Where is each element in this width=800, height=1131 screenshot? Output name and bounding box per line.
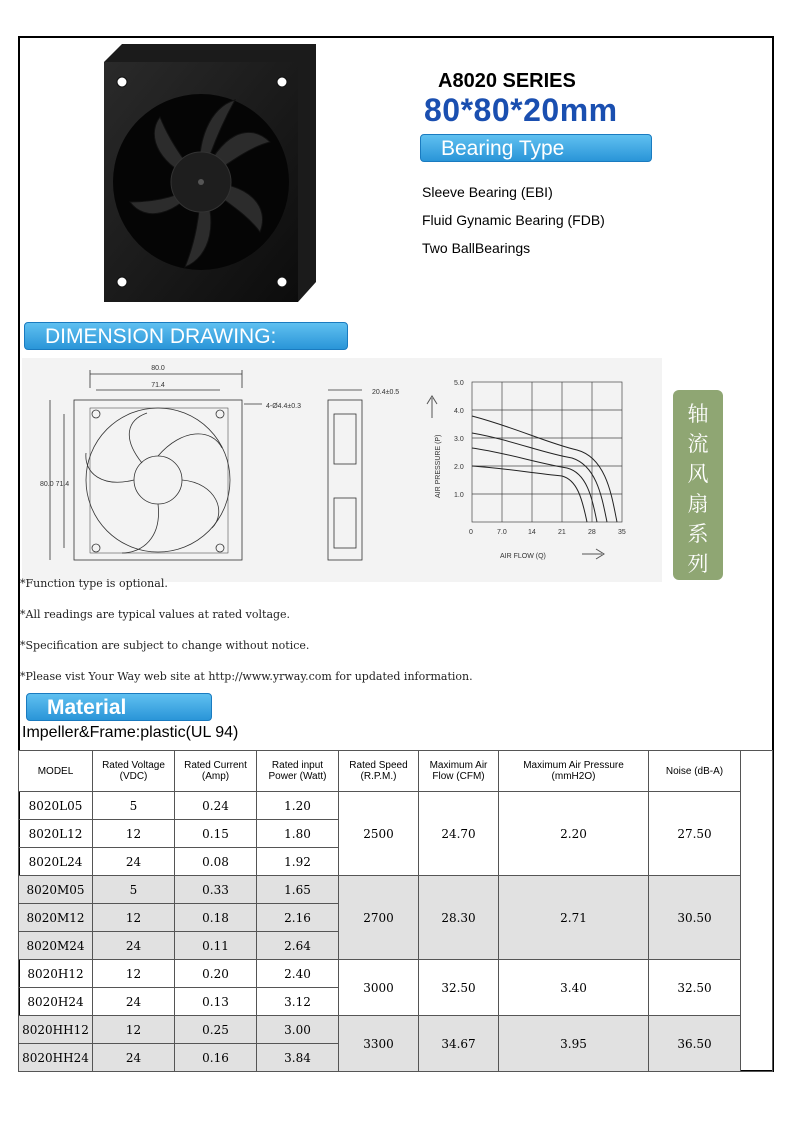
curve-xtick: 28 — [588, 529, 596, 536]
header-cell: Rated Speed (R.P.M.) — [339, 751, 419, 792]
chinese-series-tag — [673, 390, 723, 580]
pressure-cell: 3.40 — [499, 960, 649, 1016]
voltage-cell: 24 — [93, 1044, 175, 1072]
power-cell: 1.20 — [257, 792, 339, 820]
current-cell: 0.16 — [175, 1044, 257, 1072]
curve-ytick: 4.0 — [454, 408, 464, 415]
curve-xtick: 0 — [469, 529, 473, 536]
airflow-cell: 24.70 — [419, 792, 499, 876]
model-cell: 8020H12 — [19, 960, 93, 988]
current-cell: 0.18 — [175, 904, 257, 932]
power-cell: 3.12 — [257, 988, 339, 1016]
noise-cell: 36.50 — [649, 1016, 741, 1072]
header-cell: Rated Current (Amp) — [175, 751, 257, 792]
current-cell: 0.20 — [175, 960, 257, 988]
noise-cell: 27.50 — [649, 792, 741, 876]
model-cell: 8020M24 — [19, 932, 93, 960]
model-cell: 8020H24 — [19, 988, 93, 1016]
cn-char: 系 — [687, 523, 709, 546]
note-line: *All readings are typical values at rated voltage. — [20, 608, 291, 621]
curve-xtick: 21 — [558, 529, 566, 536]
airflow-cell: 34.67 — [419, 1016, 499, 1072]
cn-char: 轴 — [687, 403, 709, 426]
curve-ytick: 2.0 — [454, 464, 464, 471]
header-cell: Rated input Power (Watt) — [257, 751, 339, 792]
curve-xtick: 7.0 — [497, 529, 507, 536]
pressure-cell: 2.20 — [499, 792, 649, 876]
current-cell: 0.08 — [175, 848, 257, 876]
table-header-row — [19, 751, 773, 792]
voltage-cell: 5 — [93, 792, 175, 820]
header-cell: Maximum Air Flow (CFM) — [419, 751, 499, 792]
note-line: *Specification are subject to change without notice. — [20, 639, 310, 652]
power-cell: 1.65 — [257, 876, 339, 904]
notes — [20, 578, 473, 702]
table-spacer — [741, 792, 773, 1072]
header-cell: Maximum Air Pressure (mmH2O) — [499, 751, 649, 792]
curve-ytick: 5.0 — [454, 380, 464, 387]
model-cell: 8020HH24 — [19, 1044, 93, 1072]
table-row — [19, 876, 773, 904]
model-cell: 8020HH12 — [19, 1016, 93, 1044]
pressure-cell: 3.95 — [499, 1016, 649, 1072]
power-cell: 3.00 — [257, 1016, 339, 1044]
bearing-list — [422, 182, 605, 266]
power-cell: 1.92 — [257, 848, 339, 876]
dim-holes-label: 4-Ø4.4±0.3 — [266, 403, 301, 410]
model-cell: 8020L24 — [19, 848, 93, 876]
cn-char: 风 — [687, 463, 709, 486]
voltage-cell: 12 — [93, 960, 175, 988]
model-cell: 8020L12 — [19, 820, 93, 848]
model-cell: 8020M12 — [19, 904, 93, 932]
bearing-item: Fluid Gynamic Bearing (FDB) — [422, 212, 605, 228]
power-cell: 2.40 — [257, 960, 339, 988]
voltage-cell: 24 — [93, 848, 175, 876]
spec-table — [18, 750, 773, 1072]
dim-width-label: 80.0 — [151, 365, 165, 372]
table-row — [19, 960, 773, 988]
dim-hole-pitch-label: 71.4 — [151, 382, 165, 389]
airflow-cell: 32.50 — [419, 960, 499, 1016]
curve-xlabel: AIR FLOW (Q) — [500, 553, 546, 560]
curve-ytick: 3.0 — [454, 436, 464, 443]
bearing-item: Sleeve Bearing (EBI) — [422, 184, 553, 200]
header-cell: Noise (dB-A) — [649, 751, 741, 792]
fan-size: 80*80*20mm — [424, 92, 618, 128]
fan-product-photo — [100, 42, 320, 304]
power-cell: 3.84 — [257, 1044, 339, 1072]
material-line: Impeller&Frame:plastic(UL 94) — [22, 724, 239, 741]
voltage-cell: 24 — [93, 932, 175, 960]
speed-cell: 3300 — [339, 1016, 419, 1072]
speed-cell: 3000 — [339, 960, 419, 1016]
noise-cell: 32.50 — [649, 960, 741, 1016]
material-banner: Material — [26, 693, 212, 721]
cn-char: 流 — [687, 433, 709, 456]
series-title: A8020 SERIES — [438, 70, 576, 92]
table-row — [19, 1016, 773, 1044]
cn-char: 列 — [687, 553, 709, 576]
curve-xtick: 14 — [528, 529, 536, 536]
voltage-cell: 5 — [93, 876, 175, 904]
dimension-drawing-banner: DIMENSION DRAWING: — [24, 322, 348, 350]
speed-cell: 2700 — [339, 876, 419, 960]
current-cell: 0.13 — [175, 988, 257, 1016]
curve-xtick: 35 — [618, 529, 626, 536]
current-cell: 0.24 — [175, 792, 257, 820]
speed-cell: 2500 — [339, 792, 419, 876]
noise-cell: 30.50 — [649, 876, 741, 960]
power-cell: 1.80 — [257, 820, 339, 848]
current-cell: 0.15 — [175, 820, 257, 848]
voltage-cell: 24 — [93, 988, 175, 1016]
current-cell: 0.11 — [175, 932, 257, 960]
note-line: *Function type is optional. — [20, 577, 168, 590]
pressure-cell: 2.71 — [499, 876, 649, 960]
header-cell: Rated Voltage (VDC) — [93, 751, 175, 792]
dimension-drawing — [22, 358, 662, 582]
header-cell: MODEL — [19, 751, 93, 792]
model-cell: 8020M05 — [19, 876, 93, 904]
voltage-cell: 12 — [93, 820, 175, 848]
bearing-item: Two BallBearings — [422, 240, 531, 256]
power-cell: 2.64 — [257, 932, 339, 960]
note-line: *Please vist Your Way web site at http://www.yrway.com for updated information. — [20, 670, 473, 683]
voltage-cell: 12 — [93, 904, 175, 932]
curve-ytick: 1.0 — [454, 492, 464, 499]
dim-depth-label: 20.4±0.5 — [372, 389, 400, 396]
current-cell: 0.33 — [175, 876, 257, 904]
power-cell: 2.16 — [257, 904, 339, 932]
bearing-type-banner: Bearing Type — [420, 134, 652, 162]
cn-char: 扇 — [687, 493, 709, 516]
table-row — [19, 792, 773, 820]
dim-height-label: 80.0 71.4 — [40, 481, 70, 488]
current-cell: 0.25 — [175, 1016, 257, 1044]
header-cell-empty — [741, 751, 773, 792]
curve-ylabel: AIR PRESSURE (P) — [435, 434, 442, 498]
voltage-cell: 12 — [93, 1016, 175, 1044]
airflow-cell: 28.30 — [419, 876, 499, 960]
model-cell: 8020L05 — [19, 792, 93, 820]
